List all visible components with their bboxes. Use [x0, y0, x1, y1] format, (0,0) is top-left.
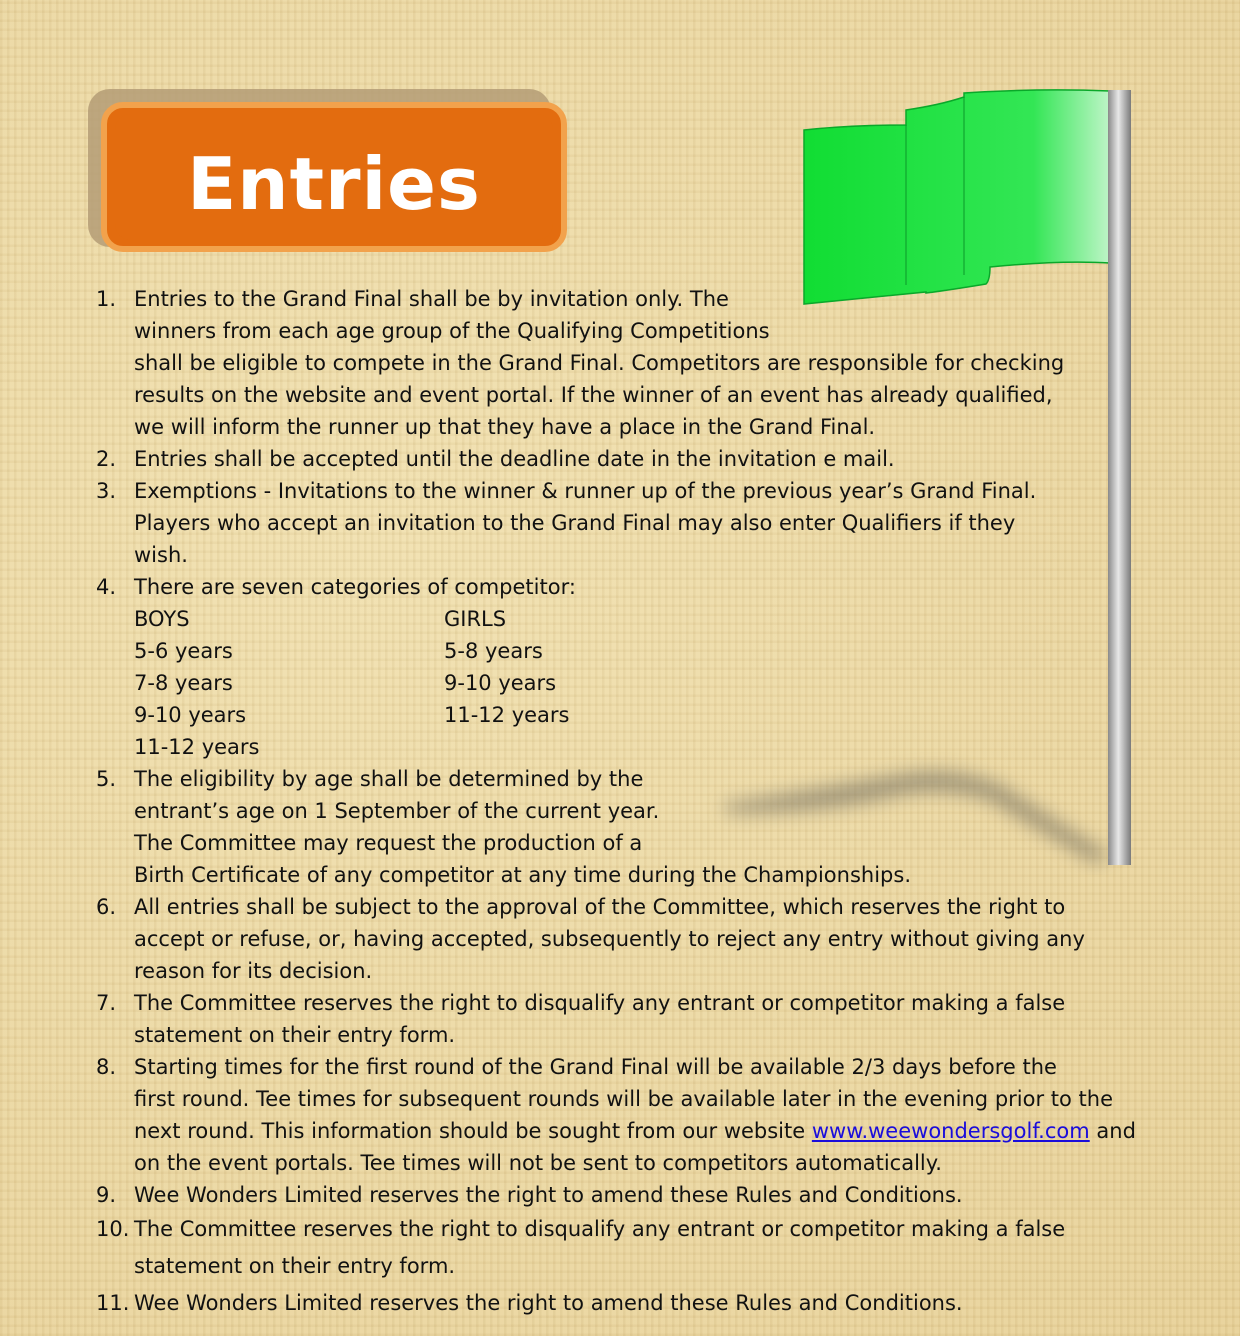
item-text-line: Players who accept an invitation to the Grand Final may also enter Qualifiers if they	[134, 511, 1016, 535]
item-number: 11.	[96, 1291, 130, 1315]
item-number: 9.	[96, 1183, 117, 1207]
item-text-line: All entries shall be subject to the approval of the Committee, which reserves the right to	[134, 895, 1066, 919]
item-text-fragment: and	[1089, 1119, 1136, 1143]
item-text-line: on the event portals. Tee times will not be sent to competitors automatically.	[134, 1151, 942, 1175]
category-cell: 11-12 years	[444, 703, 570, 727]
list-item	[96, 1285, 1156, 1322]
item-text-line: Entries to the Grand Final shall be by invitation only. The	[134, 287, 729, 311]
item-number: 1.	[96, 287, 117, 311]
list-item	[96, 571, 1156, 763]
list-item	[96, 987, 1156, 1051]
title-banner	[101, 102, 567, 252]
item-text-line: The eligibility by age shall be determined by the	[134, 767, 644, 791]
item-text-line: statement on their entry form.	[134, 1023, 456, 1047]
item-text-line: Entries shall be accepted until the deadline date in the invitation e mail.	[134, 447, 895, 471]
list-item	[96, 475, 1156, 571]
item-number: 6.	[96, 895, 117, 919]
list-item	[96, 891, 1156, 987]
item-text-line: Wee Wonders Limited reserves the right to amend these Rules and Conditions.	[134, 1291, 963, 1315]
entries-rules-list	[96, 283, 1156, 1322]
category-cell: 9-10 years	[444, 671, 557, 695]
category-cell: 5-6 years	[134, 639, 233, 663]
list-item	[96, 443, 1156, 475]
list-item	[96, 763, 1156, 891]
item-text-line: results on the website and event portal. If the winner of an event has already qualified,	[134, 383, 1053, 407]
item-text-line: reason for its decision.	[134, 959, 373, 983]
item-text-line: first round. Tee times for subsequent rounds will be available later in the evening prior to the	[134, 1087, 1113, 1111]
item-text-line: winners from each age group of the Qualifying Competitions	[134, 319, 770, 343]
flag-cloth	[804, 90, 1110, 304]
category-cell: 11-12 years	[134, 735, 260, 759]
list-item	[96, 1211, 1156, 1285]
category-header-boys: BOYS	[134, 607, 190, 631]
category-cell: 9-10 years	[134, 703, 247, 727]
item-number: 5.	[96, 767, 117, 791]
title-banner-inner	[115, 114, 553, 240]
list-item	[96, 283, 1156, 443]
item-number: 7.	[96, 991, 117, 1015]
item-text-line: we will inform the runner up that they have a place in the Grand Final.	[134, 415, 876, 439]
item-text-line: entrant’s age on 1 September of the current year.	[134, 799, 660, 823]
category-cell: 5-8 years	[444, 639, 543, 663]
item-text-line: The Committee reserves the right to disqualify any entrant or competitor making a false	[134, 991, 1066, 1015]
boys-column	[134, 603, 444, 763]
item-number: 2.	[96, 447, 117, 471]
item-number: 10.	[96, 1217, 130, 1241]
item-number: 3.	[96, 479, 117, 503]
item-text-line: shall be eligible to compete in the Grand Final. Competitors are responsible for checking	[134, 351, 1065, 375]
item-text-line: The Committee reserves the right to disqualify any entrant or competitor making a false	[134, 1217, 1066, 1241]
item-text-line: wish.	[134, 543, 188, 567]
item-text-line: The Committee may request the production of a	[134, 831, 643, 855]
list-item	[96, 1179, 1156, 1211]
item-text-line: Birth Certificate of any competitor at any time during the Championships.	[134, 863, 911, 887]
category-header-girls: GIRLS	[444, 607, 507, 631]
category-cell: 7-8 years	[134, 671, 233, 695]
item-text-line	[134, 1115, 1156, 1147]
item-number: 8.	[96, 1055, 117, 1079]
item-text-line: Exemptions - Invitations to the winner & runner up of the previous year’s Grand Final.	[134, 479, 1037, 503]
item-text-line: Starting times for the first round of the Grand Final will be available 2/3 days before the	[134, 1055, 1057, 1079]
website-link[interactable]: www.weewondersgolf.com	[811, 1119, 1090, 1143]
item-number: 4.	[96, 575, 117, 599]
girls-column	[444, 603, 644, 763]
item-text-fragment: next round. This information should be sought from our website	[134, 1119, 812, 1143]
categories-table	[134, 603, 1156, 763]
item-text-line: accept or refuse, or, having accepted, subsequently to reject any entry without giving any	[134, 927, 1085, 951]
item-text-line: statement on their entry form.	[134, 1254, 456, 1278]
item-text-line: Wee Wonders Limited reserves the right to amend these Rules and Conditions.	[134, 1183, 963, 1207]
page-title: Entries	[187, 142, 481, 226]
item-text-line: There are seven categories of competitor:	[134, 575, 576, 599]
list-item	[96, 1051, 1156, 1179]
